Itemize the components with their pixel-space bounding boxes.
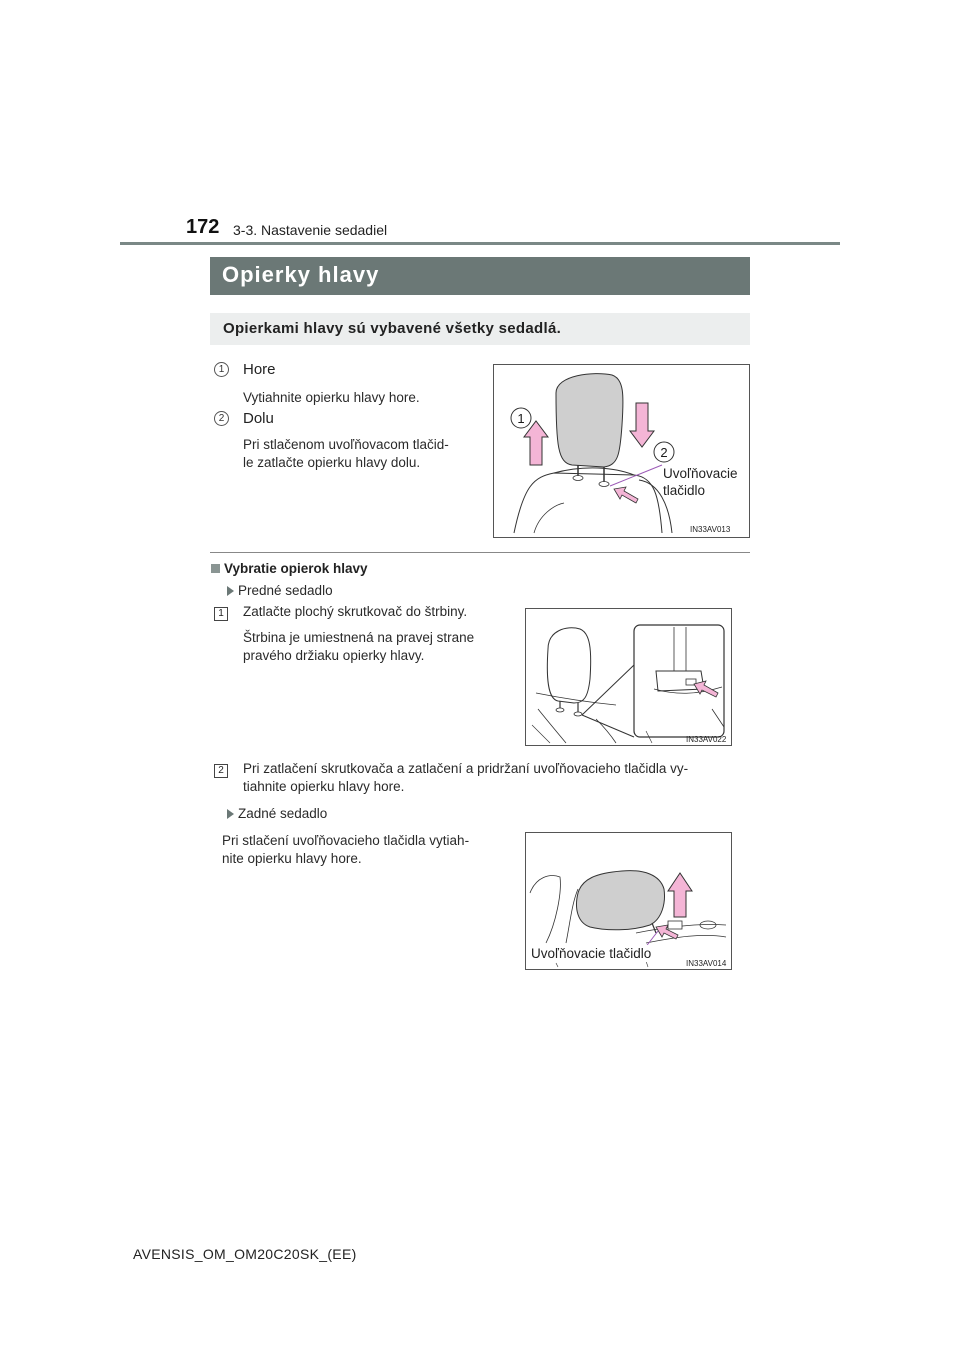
item-2-title: Dolu [243, 410, 274, 427]
figure1-label-line1: Uvoľňovacie [663, 466, 738, 481]
subtitle-banner [210, 313, 750, 345]
item-1-number: 1 [214, 362, 229, 377]
page-title-banner [210, 257, 750, 295]
rear-text-line1: Pri stlačení uvoľňovacieho tlačidla vytiah- [222, 833, 470, 848]
footer-doc-code: AVENSIS_OM_OM20C20SK_(EE) [133, 1246, 357, 1262]
front-step-1-note-line1: Štrbina je umiestnená na pravej strane [243, 630, 475, 645]
page-number: 172 [186, 216, 220, 238]
triangle-bullet-icon [227, 809, 234, 819]
rear-text-line2: nite opierku hlavy hore. [222, 851, 362, 866]
front-seat-illustration [526, 609, 731, 745]
figure2-code: IN33AV022 [686, 735, 727, 744]
item-2-number: 2 [214, 411, 229, 426]
item-2-text-line1: Pri stlačenom uvoľňovacom tlačid- [243, 437, 449, 452]
section-separator [210, 552, 750, 553]
headrest-adjust-illustration [494, 365, 749, 537]
section-label: 3-3. Nastavenie sedadiel [233, 222, 388, 238]
rear-seat-label: Zadné sedadlo [238, 806, 328, 821]
figure1-code: IN33AV013 [690, 525, 731, 534]
front-seat-label: Predné sedadlo [238, 583, 333, 598]
removal-heading: Vybratie opierok hlavy [224, 561, 368, 576]
item-1-title: Hore [243, 361, 276, 378]
triangle-bullet-icon [227, 586, 234, 596]
figure1-callout-1: 1 [517, 411, 525, 426]
front-step-1-number: 1 [214, 607, 228, 621]
figure3-code: IN33AV014 [686, 959, 727, 968]
figure-front-seat-release [525, 608, 732, 746]
front-step-2-number: 2 [214, 764, 228, 778]
front-step-1-text: Zatlačte plochý skrutkovač do štrbiny. [243, 604, 468, 619]
figure-rear-seat-release [525, 832, 732, 970]
square-bullet-icon [211, 564, 220, 573]
figure-headrest-adjust [493, 364, 750, 538]
figure1-callout-2: 2 [660, 445, 668, 460]
item-1-text: Vytiahnite opierku hlavy hore. [243, 390, 420, 405]
figure3-label: Uvoľňovacie tlačidlo [531, 946, 652, 961]
figure1-label-line2: tlačidlo [663, 483, 706, 498]
page-title: Opierky hlavy [222, 262, 380, 287]
front-step-2-line1: Pri zatlačení skrutkovača a zatlačení a pridržaní uvoľňovacieho tlačidla vy- [243, 761, 689, 776]
header-rule [120, 242, 840, 245]
front-step-1-note-line2: pravého držiaku opierky hlavy. [243, 648, 425, 663]
front-step-2-line2: tiahnite opierku hlavy hore. [243, 779, 405, 794]
item-2-text-line2: le zatlačte opierku hlavy dolu. [243, 455, 421, 470]
subtitle: Opierkami hlavy sú vybavené všetky sedadlá. [223, 320, 562, 337]
